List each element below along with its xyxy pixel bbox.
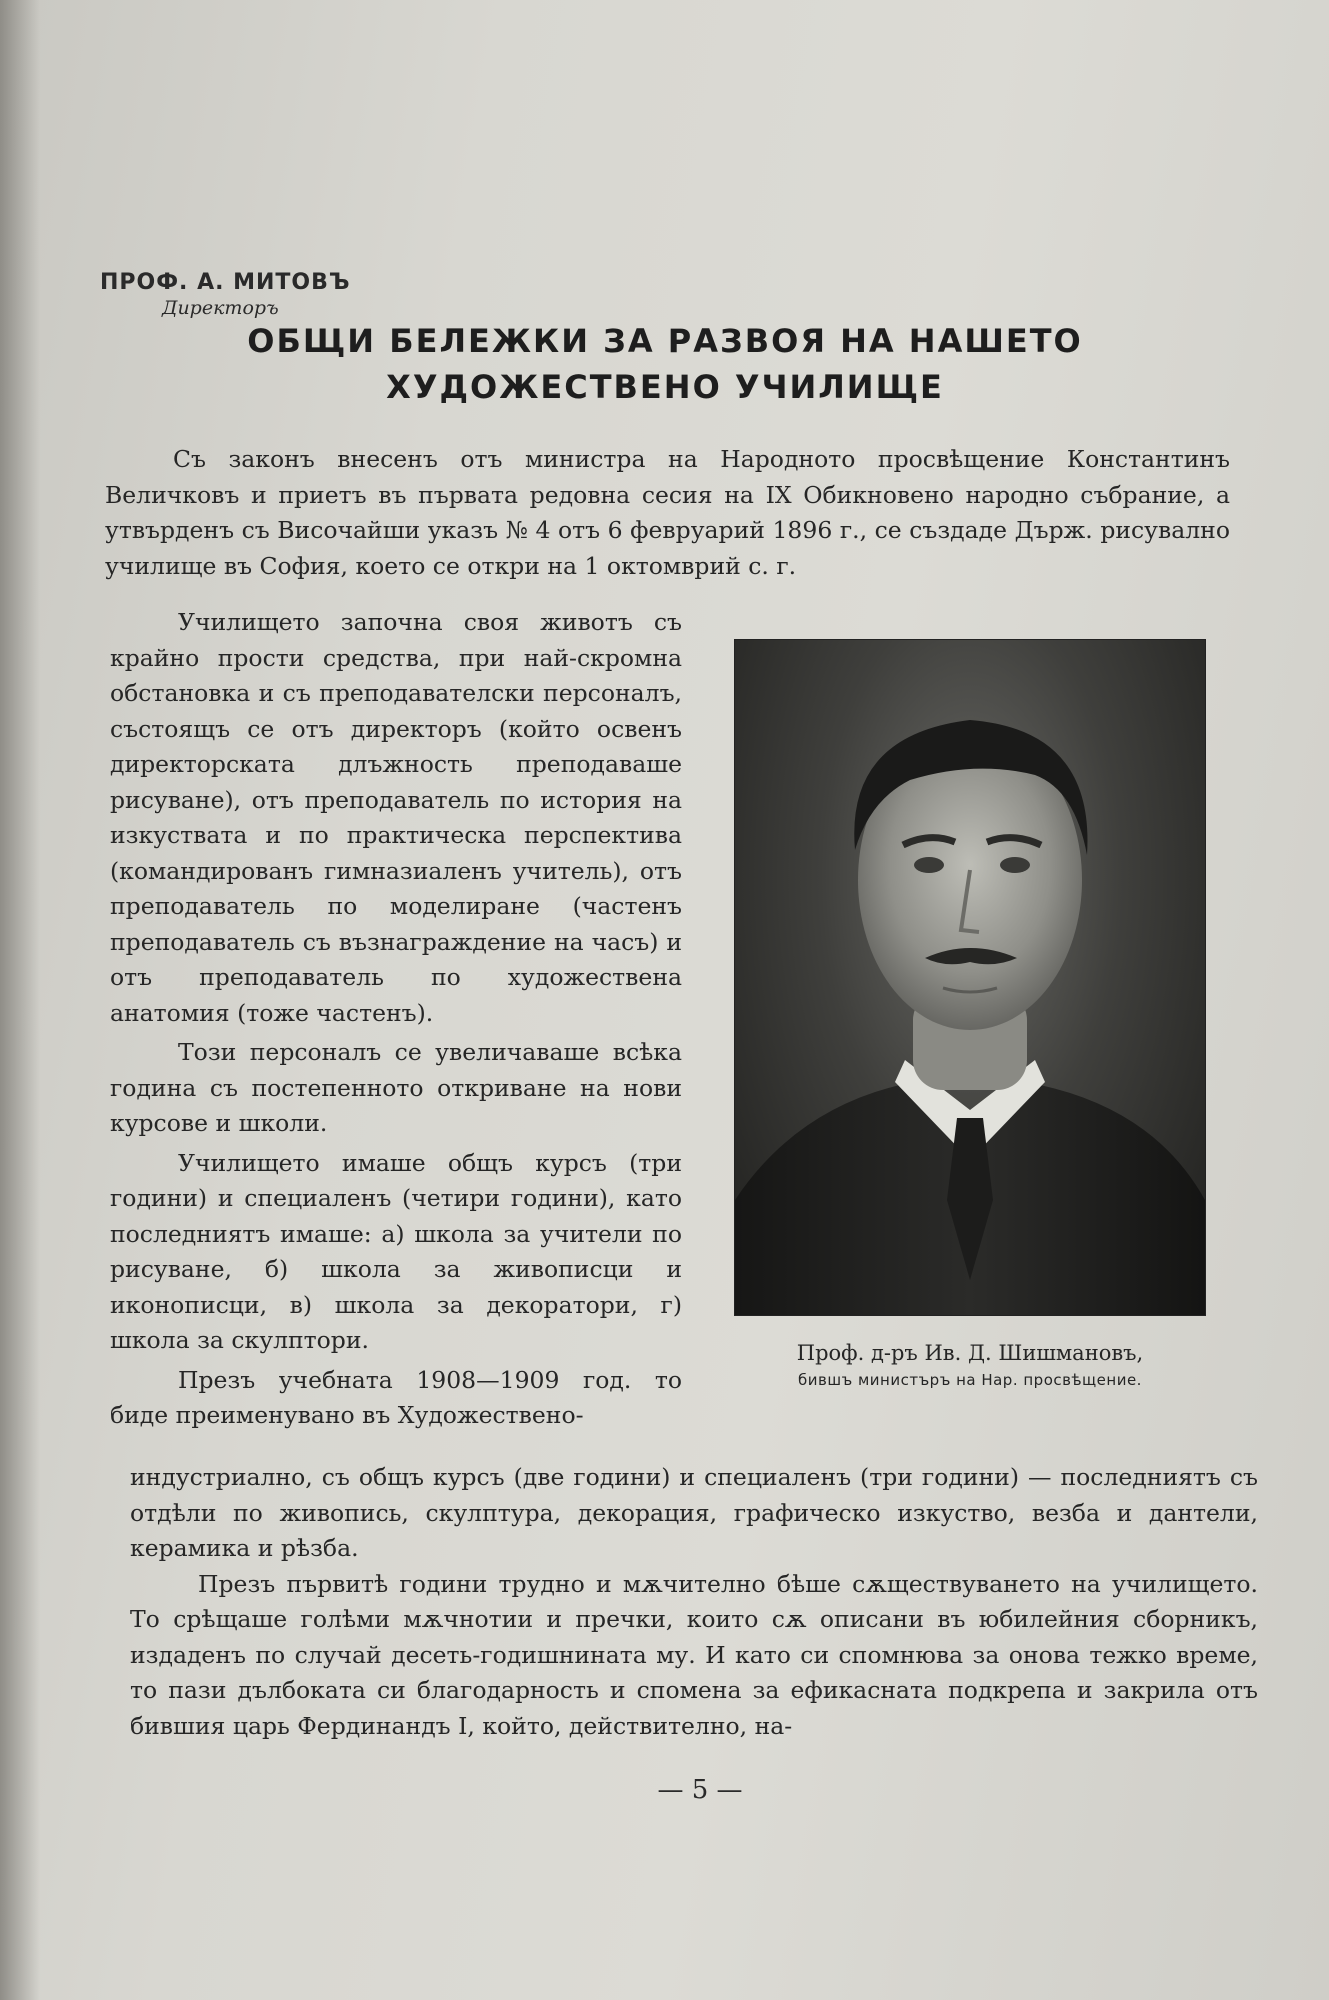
page-number: — 5 — — [657, 1775, 743, 1805]
caption-description: бившъ министъръ на Нар. просвѣщение. — [798, 1371, 1142, 1389]
author-block — [100, 270, 351, 319]
paragraph-growth: Този персоналъ се увеличаваше всѣка година съ постепенното откриване на нови курсове и школи. — [110, 1038, 682, 1137]
portrait-photo — [735, 640, 1205, 1315]
caption-name: Проф. д-ръ Ив. Д. Шишмановъ, — [796, 1341, 1144, 1365]
paragraph-rename-rest: индустриално, съ общъ курсъ (две години) и специаленъ (три години) — последниятъ съ отдѣли по живопись, скулптура, декорация, графическо изкуство, везба и дантели, керамика и рѣзба. — [130, 1463, 1258, 1562]
article-title-line-1: ОБЩИ БЕЛЕЖКИ ЗА РАЗВОЯ НА НАШЕТО — [247, 322, 1083, 360]
paragraph-courses: Училището имаше общъ курсъ (три години) и специаленъ (четири години), като последниятъ имаше: а) школа за учители по рисуване, б) школа за живописци и иконописци, в) школа за декоратори, г) школа за скулптори. — [110, 1148, 682, 1354]
figure-caption — [735, 1338, 1205, 1392]
article-title-line-2: ХУДОЖЕСТВЕНО УЧИЛИЩЕ — [386, 368, 944, 406]
paragraph-staff: Училището започна своя животъ съ крайно прости средства, при най-скромна обстановка и съ преподавателски персоналъ, състоящъ се отъ директоръ (който освенъ директорската длъжность преподаваше рисуване), отъ преподаватель по история на изкуствата и по практическа перспектива (командированъ гимназиаленъ учитель), отъ преподаватель по моделиране (частенъ преподаватель съ възнаграждение на часъ) и отъ преподаватель по художествена анатомия (тоже частенъ). — [110, 608, 682, 1027]
intro-paragraph: Съ законъ внесенъ отъ министра на Народното просвѣщение Константинъ Величковъ и приетъ въ първата редовна сесия на IX Обикновено народно събрание, а утвърденъ съ Височайши указъ № 4 отъ 6 февруарий 1896 г., се създаде Държ. рисувално училище въ София, което се откри на 1 октомврий с. г. — [105, 445, 1230, 580]
author-name: ПРОФ. А. МИТОВЪ — [100, 270, 351, 295]
full-width-text — [130, 1460, 1258, 1744]
article-title — [120, 318, 1210, 410]
left-column — [110, 605, 682, 1438]
paragraph-rename-start: Презъ учебната 1908—1909 год. то биде преименувано въ Художествено- — [110, 1365, 682, 1429]
author-role: Директоръ — [162, 297, 279, 319]
paragraph-early-years: Презъ първитѣ години трудно и мѫчително бѣше сѫществуването на училището. То срѣщаше голѣми мѫчнотии и пречки, които сѫ описани въ юбилейния сборникъ, издаденъ по случай десеть-годишнината му. И като си спомнюва за онова тежко време, то пази дълбоката си благодарность и спомена за ефикасната подкрепа и закрила отъ бившия царь Фердинандъ I, който, действително, на- — [130, 1569, 1258, 1740]
portrait-illustration — [735, 640, 1205, 1315]
